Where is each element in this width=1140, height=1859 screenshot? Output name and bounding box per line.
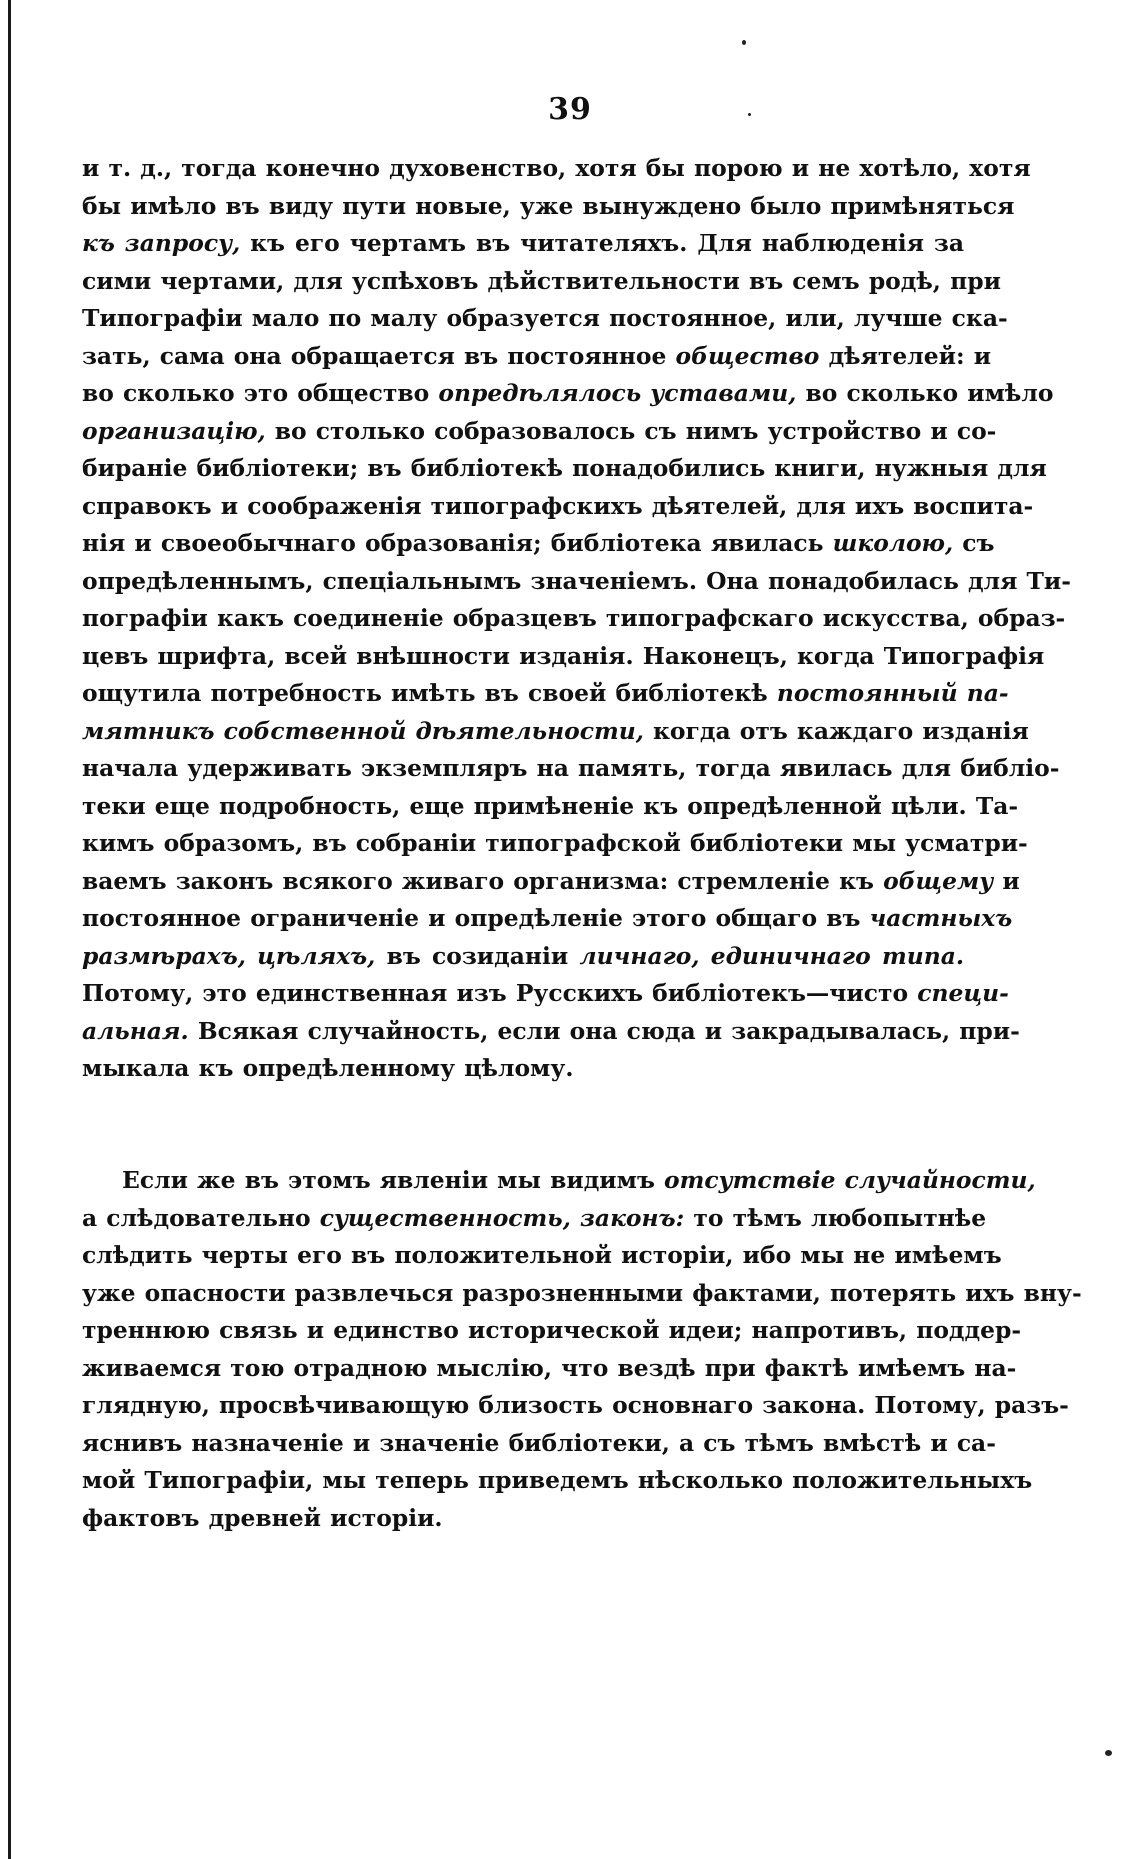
text-segment: цевъ шрифта, всей внѣшности изданія. Наконецъ, когда Типографія (82, 641, 1045, 670)
text-line (82, 413, 997, 451)
text-segment: живаемся тою отрадною мыслію, что вездѣ при фактѣ имѣемъ на- (82, 1353, 1017, 1382)
scan-edge (8, 0, 11, 1859)
italic-text: личнаго, единичнаго типа. (579, 941, 965, 970)
text-segment: начала удерживать экземпляръ на память, тогда явилась для библіо- (82, 754, 1060, 782)
text-segment: и т. д., тогда конечно духовенство, хотя бы порою и не хотѣло, хотя (82, 154, 1031, 182)
text-line (82, 263, 1001, 301)
text-segment: Потому, это единственная изъ Русскихъ библіотекъ—чисто (82, 979, 918, 1007)
text-segment: Всякая случайность, если она сюда и закрадывалась, при- (188, 1016, 1020, 1045)
text-segment: опредѣленнымъ, спеціальнымъ значеніемъ. Она понадобилась для Ти- (82, 566, 1071, 595)
text-line (82, 1275, 1082, 1313)
text-line (82, 1462, 1033, 1500)
italic-text: частныхъ (869, 904, 1013, 932)
italic-text: постоянный па- (776, 679, 1009, 707)
text-segment: ваемъ законъ всякого живаго организма: стремленіе къ (82, 866, 884, 895)
italic-text: существенность, законъ: (319, 1203, 685, 1232)
text-segment: дѣятелей: и (819, 341, 992, 370)
text-segment: яснивъ назначеніе и значеніе библіотеки, а съ тѣмъ вмѣстѣ и са- (82, 1428, 996, 1457)
italic-text: общему (883, 866, 994, 895)
text-line (82, 563, 1071, 601)
text-line (82, 450, 1047, 488)
text-segment: Если же въ этомъ явленіи мы видимъ (122, 1166, 665, 1194)
text-segment: мой Типографіи, мы теперь приведемъ нѣсколько положительныхъ (82, 1466, 1033, 1494)
text-segment: пографіи какъ соединеніе образцевъ типографскаго искусства, образ- (82, 604, 1066, 632)
italic-text: организацію, (82, 416, 266, 445)
paragraph-1 (82, 150, 1071, 1088)
text-segment: во столько собразовалось съ нимъ устройство и со- (265, 416, 997, 445)
text-segment: нія и своеобычнаго образованія; библіотека явилась (82, 529, 833, 557)
italic-text: альная. (82, 1016, 189, 1045)
text-line (82, 300, 1008, 338)
scan-speck (742, 40, 746, 45)
italic-text: школою, (832, 529, 954, 557)
text-segment: то тѣмъ любопытнѣе (684, 1203, 987, 1232)
text-line (82, 600, 1066, 638)
italic-text: къ запросу, (82, 229, 241, 257)
text-line (82, 1013, 1020, 1051)
text-segment: Типографіи мало по малу образуется постоянное, или, лучше ска- (82, 304, 1008, 332)
text-segment: и (993, 866, 1020, 895)
text-line (82, 188, 1015, 226)
text-line (82, 713, 1029, 751)
text-line (82, 863, 1020, 901)
text-line (82, 150, 1031, 188)
text-segment: бираніе библіотеки; въ библіотекѣ понадобились книги, нужныя для (82, 454, 1047, 482)
text-line (82, 1237, 1002, 1275)
text-line (82, 338, 992, 376)
text-segment: когда отъ каждаго изданія (643, 716, 1029, 745)
text-line (82, 788, 1019, 826)
text-segment: сими чертами, для успѣховъ дѣйствительности въ семъ родѣ, при (82, 266, 1001, 295)
text-segment: уже опасности развлечься разрозненными фактами, потерять ихъ вну- (82, 1278, 1082, 1307)
text-line (82, 750, 1060, 788)
italic-text: опредѣлялось уставами, (438, 379, 797, 407)
text-line (82, 225, 964, 263)
text-segment: зать, сама она обращается въ постоянное (82, 341, 676, 370)
italic-text: мятникъ собственной дѣятельности, (82, 716, 644, 745)
text-line (82, 1050, 964, 1088)
paragraph-2 (82, 1162, 1082, 1537)
text-segment: треннюю связь и единство исторической идеи; напротивъ, поддер- (82, 1316, 1022, 1344)
text-segment: къ его чертамъ въ читателяхъ. Для наблюденія за (240, 229, 965, 257)
text-segment: постоянное ограниченіе и опредѣленіе этого общаго въ (82, 904, 870, 932)
text-line (82, 1200, 987, 1238)
text-segment: мыкала къ опредѣленному цѣлому. (82, 1054, 574, 1082)
text-segment: съ (953, 529, 995, 557)
italic-text: отсутствіе случайности, (664, 1166, 1036, 1194)
text-line (82, 1350, 1017, 1388)
italic-text: общество (675, 341, 820, 370)
text-line (82, 675, 1009, 713)
scan-speck (1105, 1750, 1112, 1756)
text-segment: теки еще подробность, еще примѣненіе къ опредѣленной цѣли. Та- (82, 791, 1019, 820)
page-number: 39 (548, 92, 592, 127)
text-line (82, 1387, 1069, 1425)
italic-text: размѣрахъ, цѣляхъ, (82, 941, 376, 970)
text-segment: бы имѣло въ виду пути новые, уже вынуждено было примѣняться (82, 191, 1015, 220)
text-line (82, 1162, 1036, 1200)
text-segment: справокъ и соображенія типографскихъ дѣятелей, для ихъ воспита- (82, 491, 1034, 520)
text-line (82, 638, 1045, 676)
text-line (82, 1312, 1022, 1350)
text-segment: кимъ образомъ, въ собраніи типографской библіотеки мы усматри- (82, 829, 1028, 857)
text-line (82, 375, 1054, 413)
text-segment: ощутила потребность имѣть въ своей библіотекѣ (82, 679, 777, 707)
text-segment: во сколько имѣло (796, 379, 1054, 407)
text-line (82, 975, 1009, 1013)
text-line (82, 825, 1028, 863)
text-segment: глядную, просвѣчивающую близость основнаго закона. Потому, разъ- (82, 1391, 1069, 1419)
text-line (82, 900, 1013, 938)
text-segment: слѣдить черты его въ положительной исторіи, ибо мы не имѣемъ (82, 1241, 1002, 1269)
italic-text: специ- (917, 979, 1009, 1007)
text-segment: фактовъ древней исторіи. (82, 1503, 443, 1532)
text-line (82, 938, 964, 976)
text-segment: во сколько это общество (82, 379, 439, 407)
text-line (82, 1425, 996, 1463)
text-segment: а слѣдовательно (82, 1203, 320, 1232)
text-segment: въ созиданіи (375, 941, 580, 970)
text-line (82, 525, 995, 563)
text-line (82, 488, 1034, 526)
text-line (82, 1500, 964, 1538)
